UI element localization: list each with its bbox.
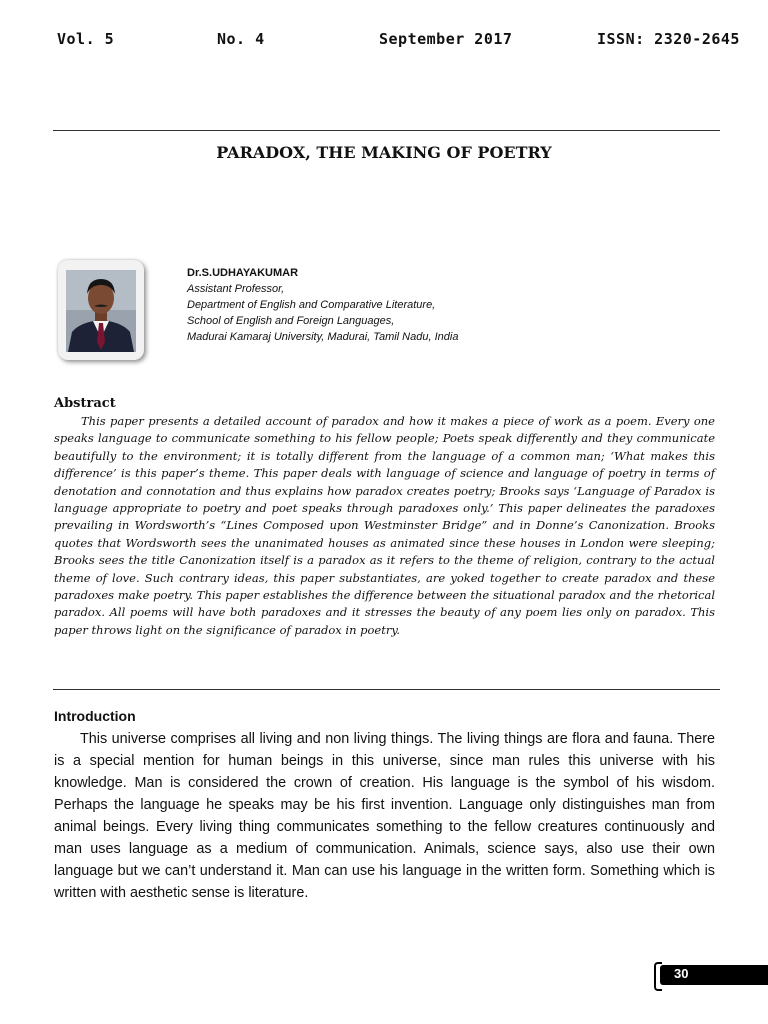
volume-label: Vol. 5 (57, 30, 115, 48)
issn-label: ISSN: 2320-2645 (597, 30, 740, 48)
issue-date-label: September 2017 (379, 30, 513, 48)
abstract-divider (53, 689, 720, 690)
introduction-text: This universe comprises all living and non living things. The living things are flora and fauna. There is a special mention for human beings in this universe, since man rules this universe with his knowledge. Man is considered the crown of creation. His language is the symbol of his wisdom. Perhaps the language he speaks may be his first invention. Language only distinguishes man from animal beings. Every living thing communicates something to the fellow creatures continuously and man uses language as a medium of communication. Animals, science says, also use their own language but we can’t understand it. Man can use his language in the written form. Something which is written with aesthetic sense is literature. (54, 731, 715, 901)
author-position: Assistant Professor, (187, 283, 285, 295)
author-name: Dr.S.UDHAYAKUMAR (187, 267, 299, 279)
author-block (187, 265, 458, 345)
author-university: Madurai Kamaraj University, Madurai, Tamil Nadu, India (187, 331, 459, 343)
introduction-heading: Introduction (54, 708, 136, 724)
author-department: Department of English and Comparative Literature, (187, 299, 436, 311)
journal-header (0, 30, 768, 52)
top-divider (53, 130, 720, 131)
issue-number-label: No. 4 (217, 30, 265, 48)
abstract-text: This paper presents a detailed account of paradox and how it makes a piece of work as a poem. Every one speaks language to communicate something to his fellow people; Poets speak differently and they communicate beautifully to the environment; it is totally different from the language of a common man; ‘What makes this difference’ is this paper’s theme. This paper deals with language of science and language of poetry in terms of denotation and connotation and thus explains how paradox creates poetry; Brooks says ‘Language of Paradox is language appropriate to poetry and poet speaks through paradoxes only.’ This paper delineates the paradoxes prevailing in Wordsworth’s “Lines Composed upon Westminster Bridge” and in Donne’s Canonization. Brooks quotes that Wordsworth sees the unanimated houses as animated since these houses in London were sleeping; Brooks sees the title Canonization itself is a paradox as it refers to the theme of religion, contrary to the actual theme of love. Such contrary ideas, this paper substantiates, are yoked together to create paradox and these paradoxes make poetry. This paper establishes the difference between the situational paradox and the rhetorical paradox. All poems will have both paradoxes and it stresses the beauty of any poem lies only on paradox. This paper throws light on the significance of paradox in poetry. (54, 414, 715, 637)
page-number: 30 (674, 966, 689, 981)
author-photo (66, 270, 136, 352)
paper-title: PARADOX, THE MAKING OF POETRY (216, 143, 552, 162)
author-school: School of English and Foreign Languages, (187, 315, 395, 327)
author-photo-frame (58, 260, 144, 360)
abstract-heading: Abstract (54, 396, 116, 411)
page-number-badge (652, 961, 768, 988)
